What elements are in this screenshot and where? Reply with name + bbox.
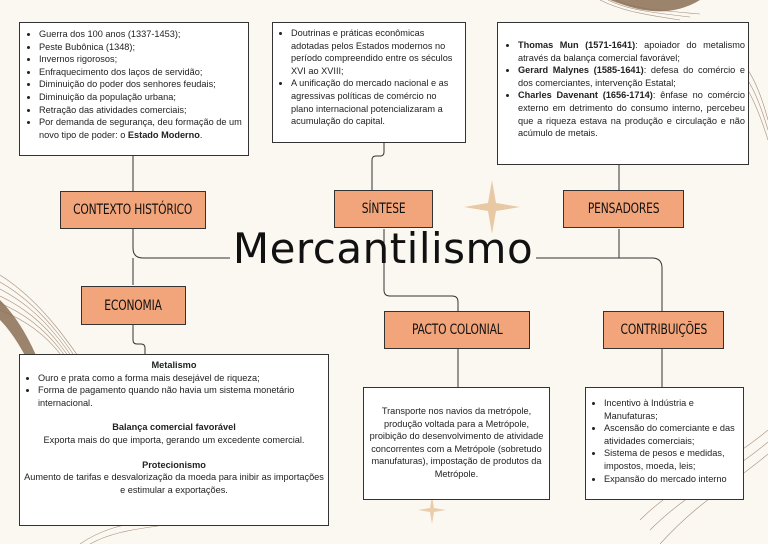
page-title: Mercantilismo — [232, 224, 534, 273]
balanca-text: Exporta mais do que importa, gerando um excedente comercial. — [43, 434, 305, 445]
metalismo-item: • Forma de pagamento quando não havia um sistema monetário internacional. — [38, 384, 324, 409]
label-pensadores[interactable]: PENSADORES — [563, 190, 684, 228]
balanca-title: Balança comercial favorável — [112, 422, 236, 433]
pensadores-list — [501, 39, 745, 140]
protecionismo-text: Aumento de tarifas e desvalorização da moeda para inibir as importações e estimular a exportações. — [24, 472, 324, 495]
contribuicao-item: • Sistema de pesos e medidas, impostos, moeda, leis; — [604, 447, 740, 472]
contexto-last-bold: Estado Moderno — [127, 129, 200, 140]
pensador-item — [518, 39, 745, 64]
sintese-item: • A unificação do mercado nacional e as agressivas políticas de comércio no plano internacional potencializaram a acumulação do capital. — [291, 77, 459, 127]
metalismo-list — [24, 372, 324, 410]
pacto-colonial-box — [363, 387, 550, 500]
sintese-list — [275, 27, 459, 128]
contribuicoes-list — [588, 397, 740, 485]
metalismo-item: • Ouro e prata como a forma mais desejável de riqueza; — [38, 372, 324, 385]
contribuicao-item: • Incentivo à Indústria e Manufaturas; — [604, 397, 740, 422]
pensador-text: : apoiador do metalismo através da balança comercial favorável; — [518, 40, 745, 63]
contexto-list — [23, 28, 244, 141]
pensador-name: Gerard Malynes (1585-1641) — [518, 65, 644, 76]
contexto-historico-box — [19, 22, 249, 156]
contexto-last-text: Por demanda de segurança, deu formação de um novo tipo de poder: o — [39, 117, 242, 140]
contribuicoes-box — [585, 387, 744, 500]
contexto-item — [39, 116, 244, 141]
pensador-text: : ênfase no comércio externo em detrimento do consumo interno, percebeu que a riqueza estava na produção e circulação e não acúmulo de metais. — [518, 90, 745, 139]
pensadores-box — [497, 22, 749, 165]
pensador-text: : defesa do comércio e dos comerciantes, intervenção Estatal; — [518, 65, 745, 88]
label-contribuicoes[interactable]: CONTRIBUIÇÕES — [603, 311, 724, 349]
pensador-name: Thomas Mun (1571-1641) — [518, 40, 636, 50]
pensador-item — [518, 89, 745, 139]
protecionismo-title: Protecionismo — [142, 459, 206, 470]
label-pacto-colonial[interactable]: PACTO COLONIAL — [384, 311, 530, 349]
pacto-colonial-text: Transporte nos navios da metrópole, produção voltada para a Metrópole, proibição do desenvolvimento de atividade concorrentes com a Metrópole (sobretudo manufaturas), impostação de produtos da Metrópole. — [369, 406, 544, 479]
metalismo-title: Metalismo — [151, 360, 197, 370]
contexto-item: • Peste Bubônica (1348); — [39, 41, 244, 54]
contribuicao-item: • Ascensão do comerciante e das atividades comerciais; — [604, 422, 740, 447]
contexto-item: • Guerra dos 100 anos (1337-1453); — [39, 28, 244, 41]
contexto-item: • Enfraquecimento dos laços de servidão; — [39, 66, 244, 79]
label-economia[interactable]: ECONOMIA — [81, 286, 186, 325]
sintese-box — [272, 22, 466, 143]
pensador-item — [518, 64, 745, 89]
contexto-item: • Diminuição do poder dos senhores feudais; — [39, 78, 244, 91]
contexto-item: • Invernos rigorosos; — [39, 53, 244, 66]
contexto-item: • Retração das atividades comerciais; — [39, 104, 244, 117]
label-sintese[interactable]: SÍNTESE — [334, 190, 433, 228]
sintese-item: • Doutrinas e práticas econômicas adotadas pelos Estados modernos no período compreendido entre os séculos XVI ao XVIII; — [291, 27, 459, 77]
pensador-name: Charles Davenant (1656-1714) — [518, 90, 653, 101]
economia-box — [19, 354, 329, 526]
contexto-last-end: . — [199, 129, 203, 140]
contexto-item: • Diminuição da população urbana; — [39, 91, 244, 104]
label-contexto-historico[interactable]: CONTEXTO HISTÓRICO — [60, 191, 206, 229]
contribuicao-item: • Expansão do mercado interno — [604, 473, 740, 486]
